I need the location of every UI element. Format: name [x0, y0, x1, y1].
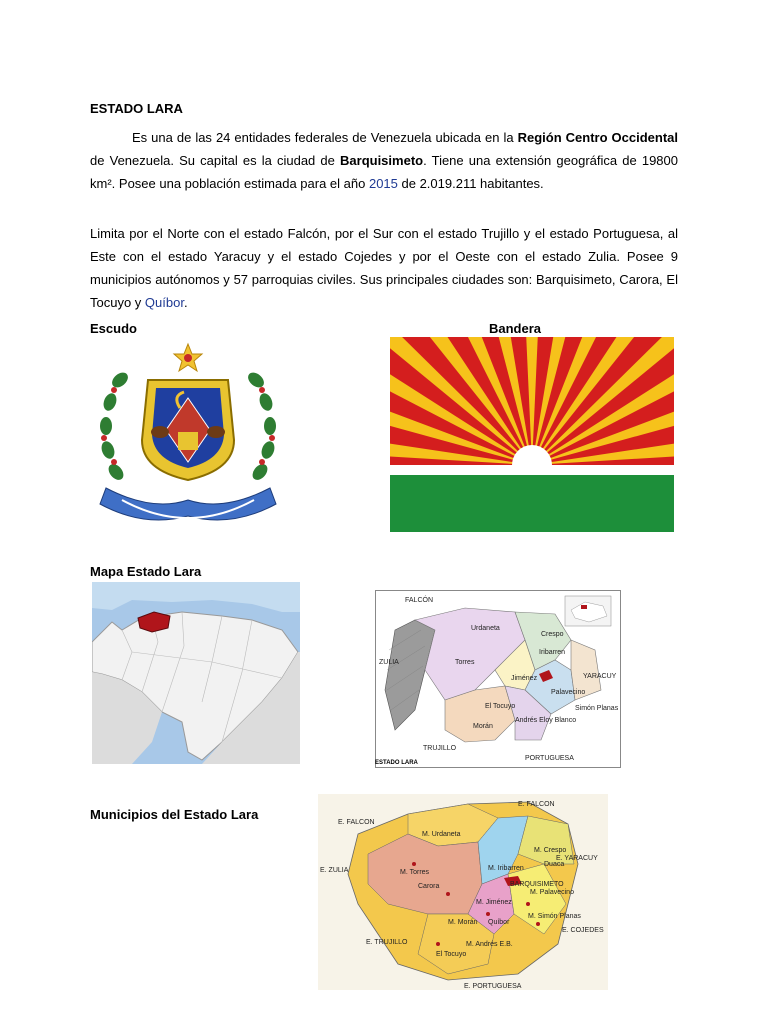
cojedes-label: E. COJEDES	[562, 927, 604, 934]
palavecino-label: M. Palavecino	[530, 889, 574, 896]
text: . Posee 9 municipios autónomos y 57 parroquias civiles. Sus principales ciudades son: Barquisimeto, Carora, El Tocuyo y	[90, 249, 679, 310]
venezuela-map-icon	[92, 582, 300, 764]
falcon-label-1: E. FALCON	[338, 819, 375, 826]
falcon-label: FALCÓN	[405, 597, 434, 604]
text: Limita por el Norte con el	[90, 226, 244, 241]
urdaneta-label: M. Urdaneta	[422, 831, 461, 838]
barquisimeto-label: BARQUISIMETO	[510, 881, 564, 888]
link-portuguesa[interactable]: estado Portuguesa	[549, 226, 660, 241]
palavecino-label: Palavecino	[551, 689, 586, 696]
extension-value: 19800 km²	[90, 153, 678, 191]
text: , por el Sur con el	[326, 226, 438, 241]
link-zulia[interactable]: estado Zulia	[542, 249, 617, 264]
falcon-label-2: E. FALCON	[518, 801, 555, 808]
link-cojedes[interactable]: estado Cojedes	[298, 249, 392, 264]
flag-icon	[390, 337, 674, 532]
portuguesa-label: PORTUGUESA	[525, 755, 574, 762]
link-region[interactable]: Región Centro Occidental	[517, 130, 678, 145]
lara-detail-map-image	[375, 590, 621, 768]
text: ubicada en la	[431, 130, 518, 145]
link-venezuela-2[interactable]: Venezuela	[109, 153, 171, 168]
simon-label: M. Simón Planas	[528, 913, 581, 920]
moran-label: Morán	[473, 723, 493, 730]
link-entidades[interactable]: 24 entidades federales	[215, 130, 349, 145]
venezuela-map-image	[92, 582, 300, 764]
planas-label: Simón Planas	[575, 705, 619, 712]
text: Es una de las	[132, 130, 216, 145]
link-yaracuy[interactable]: estado Yaracuy	[168, 249, 261, 264]
text: de	[348, 130, 371, 145]
jimenez-label: Jiménez	[511, 675, 538, 682]
jimenez-label: M. Jiménez	[476, 899, 512, 906]
municipios-map-icon	[318, 794, 608, 990]
link-venezuela[interactable]: Venezuela	[370, 130, 432, 145]
mapa-label: Mapa Estado Lara	[90, 564, 202, 579]
quibor-label: Quíbor	[488, 919, 510, 926]
text: . Posee una población estimada para el año	[111, 176, 369, 191]
escudo-label: Escudo	[90, 321, 137, 336]
page-title: ESTADO LARA	[90, 101, 183, 116]
carora-label: Carora	[418, 883, 440, 890]
duaca-label: Duaca	[544, 861, 565, 868]
tocuyo-label: El Tocuyo	[436, 951, 467, 958]
zulia-label: ZULIA	[379, 659, 399, 666]
trujillo-label: TRUJILLO	[423, 745, 457, 752]
trujillo-label: E. TRUJILLO	[366, 939, 408, 946]
link-falcon[interactable]: estado Falcón	[243, 226, 327, 241]
crespo-label: Crespo	[541, 631, 564, 638]
text: de 2.019.211 habitantes.	[397, 176, 544, 191]
text: , al Este con el	[90, 226, 679, 264]
coat-of-arms-icon	[92, 340, 284, 536]
link-barquisimeto[interactable]: Barquisimeto	[340, 153, 424, 168]
andres-label: Andrés Eloy Blanco	[515, 717, 577, 724]
text: y por el Oeste con el	[391, 249, 543, 264]
andres-label: M. Andrés E.B.	[466, 941, 513, 948]
text: y el	[519, 226, 550, 241]
zulia-label: E. ZULIA	[320, 867, 349, 874]
portuguesa-label: E. PORTUGUESA	[464, 983, 522, 990]
yaracuy-label: YARACUY	[583, 673, 617, 680]
torres-label: M. Torres	[400, 869, 430, 876]
intro-paragraph	[90, 126, 678, 195]
detail-map-footer: ESTADO LARA	[375, 760, 418, 766]
iribarren-label: M. Iribarren	[488, 865, 524, 872]
torres-label: Torres	[455, 659, 475, 666]
text: . Tiene una extensión geográfica de	[423, 153, 642, 168]
lara-detail-map-icon	[375, 590, 621, 768]
urdaneta-label: Urdaneta	[471, 625, 500, 632]
crespo-label: M. Crespo	[534, 847, 567, 854]
municipios-map-image	[318, 794, 608, 990]
link-quibor[interactable]: Quíbor	[144, 295, 184, 310]
escudo-image	[92, 340, 284, 536]
text: de	[90, 153, 110, 168]
limits-paragraph	[90, 222, 678, 314]
link-2015[interactable]: 2015	[368, 176, 398, 191]
iribarren-label: Iribarren	[539, 649, 566, 656]
text: . Su capital es la ciudad de	[170, 153, 341, 168]
yaracuy-label: E. YARACUY	[556, 855, 598, 862]
text: .	[183, 295, 188, 310]
text: y el	[260, 249, 299, 264]
tocuyo-label: El Tocuyo	[485, 703, 516, 710]
municipios-label: Municipios del Estado Lara	[90, 807, 259, 822]
bandera-label: Bandera	[489, 321, 542, 336]
link-trujillo[interactable]: estado Trujillo	[437, 226, 520, 241]
moran-label: M. Morán	[448, 919, 478, 926]
bandera-image	[390, 337, 674, 532]
